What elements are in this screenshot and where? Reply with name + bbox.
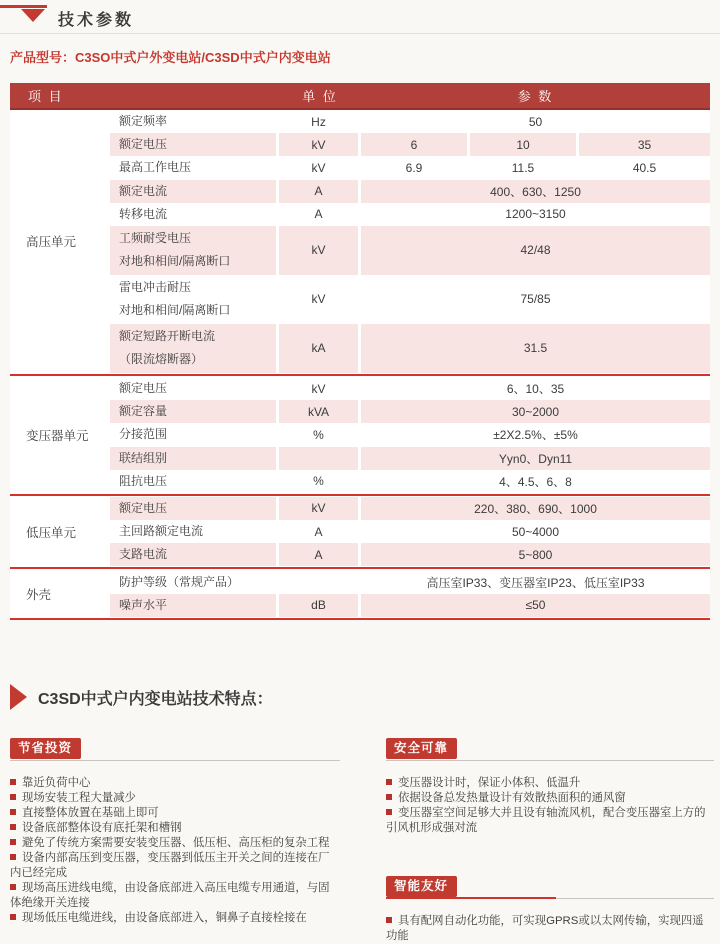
feature-list [386, 776, 714, 836]
table-row [110, 156, 710, 179]
arrow-right-icon [10, 684, 27, 710]
features-section-title: C3SD中式户内变电站技术特点： [38, 690, 273, 708]
item-cell [110, 447, 276, 470]
item-cell [110, 203, 276, 226]
param-value: 31.5 [361, 324, 710, 373]
item-cell [110, 226, 276, 275]
unit-cell: % [313, 474, 324, 489]
features-title-row [10, 684, 273, 710]
item-label: 额定短路开断电流 [119, 329, 216, 344]
bullet-square-icon [10, 809, 16, 815]
param-value: 5~800 [361, 543, 710, 566]
feature-text: 设备内部高压到变压器，变压器到低压主开关之间的连接在厂内已经完成 [10, 852, 330, 879]
feature-text: 现场高压进线电缆，由设备底部进入高压电缆专用通道，与固体绝缘开关连接 [10, 882, 330, 909]
item-label: 分接范围 [119, 427, 168, 442]
param-value: 220、380、690、1000 [361, 497, 710, 520]
unit-cell: kVA [279, 400, 358, 423]
param-value: 11.5 [511, 160, 535, 175]
item-cell [110, 423, 276, 446]
bullet-square-icon [10, 914, 16, 920]
feature-badge: 节省投资 [10, 738, 81, 759]
feature-badge-row [10, 738, 340, 760]
feature-item [10, 821, 340, 836]
group-rows [110, 497, 710, 567]
item-cell [110, 497, 276, 520]
item-cell [110, 470, 276, 493]
feature-badge-row [386, 738, 714, 760]
table-group [10, 497, 710, 567]
item-label: 工频耐受电压 [119, 231, 192, 246]
table-row [110, 497, 710, 520]
table-row [110, 324, 710, 373]
group-rows [110, 377, 710, 493]
item-label: 额定电压 [119, 137, 168, 152]
item-label: 额定频率 [119, 114, 168, 129]
feature-text: 避免了传统方案需要安装变压器、低压柜、高压柜的复杂工程 [22, 837, 330, 849]
features-column-left [10, 738, 340, 926]
param-value: ±2X2.5%、±5% [493, 428, 578, 443]
column-header-item: 项 目 [28, 89, 64, 104]
bullet-square-icon [10, 824, 16, 830]
unit-cell: A [314, 524, 323, 539]
feature-text: 现场安装工程大量减少 [22, 792, 136, 804]
item-cell [110, 156, 276, 179]
item-label: 对地和相间/隔离断口 [119, 254, 231, 269]
unit-cell: kV [311, 381, 326, 396]
badge-underline [386, 760, 714, 761]
unit-cell: kV [279, 497, 358, 520]
bullet-square-icon [386, 779, 392, 785]
feature-item [10, 791, 340, 806]
product-model-line: 产品型号：C3SO中式户外变电站/C3SD中式户内变电站 [10, 50, 331, 65]
item-cell [110, 543, 276, 566]
table-row [110, 377, 710, 400]
feature-text: 依据设备总发热量设计有效散热面积的通风窗 [398, 792, 626, 804]
group-label: 外壳 [26, 587, 52, 602]
feature-item [10, 776, 340, 791]
feature-badge: 安全可靠 [386, 738, 457, 759]
table-divider [10, 494, 710, 496]
group-rows [110, 570, 710, 616]
feature-list [386, 914, 714, 944]
item-label: 对地和相间/隔离断口 [119, 303, 231, 318]
item-cell [110, 570, 276, 593]
feature-text: 靠近负荷中心 [22, 777, 91, 789]
badge-underline-accent [386, 897, 556, 899]
group-label: 低压单元 [26, 525, 77, 540]
feature-text: 变压器设计时，保证小体积、低温升 [398, 777, 581, 789]
feature-item [10, 851, 340, 881]
feature-section [386, 738, 714, 836]
table-row [110, 133, 710, 156]
param-value: Yyn0、Dyn11 [361, 447, 710, 470]
bullet-square-icon [386, 917, 392, 923]
table-row [110, 570, 710, 593]
item-label: 主回路额定电流 [119, 524, 204, 539]
table-divider [10, 567, 710, 569]
feature-text: 变压器室空间足够大并且设有轴流风机，配合变压器室上方的引风机形成强对流 [386, 807, 706, 834]
param-value: 400、630、1250 [361, 180, 710, 203]
unit-cell: A [314, 207, 323, 222]
bullet-square-icon [10, 779, 16, 785]
bullet-square-icon [10, 794, 16, 800]
item-label: 额定电压 [119, 381, 168, 396]
section-marker-rule [0, 5, 47, 8]
table-group [10, 377, 710, 493]
param-value: 1200~3150 [505, 207, 566, 222]
bullet-square-icon [386, 809, 392, 815]
item-label: 最高工作电压 [119, 160, 192, 175]
feature-item [386, 806, 714, 836]
item-label: 额定电压 [119, 500, 168, 515]
item-label: 阻抗电压 [119, 473, 168, 488]
param-subcells [361, 133, 710, 156]
param-value: 50 [528, 114, 543, 129]
item-cell [110, 324, 276, 373]
param-value: 40.5 [632, 160, 657, 175]
feature-item [386, 776, 714, 791]
feature-item [10, 911, 340, 926]
unit-cell: Hz [311, 114, 326, 129]
table-row [110, 447, 710, 470]
table-row [110, 110, 710, 133]
item-label: 联结组别 [119, 450, 168, 465]
param-value: 6、10、35 [506, 382, 565, 397]
item-label: 转移电流 [119, 206, 168, 221]
group-label: 变压器单元 [26, 428, 89, 443]
feature-item [10, 881, 340, 911]
unit-cell: kV [279, 226, 358, 275]
column-header-param: 参 数 [517, 89, 554, 104]
item-cell [110, 275, 276, 324]
param-value: 6 [361, 133, 467, 156]
unit-cell: kV [311, 292, 326, 307]
bullet-square-icon [10, 854, 16, 860]
badge-underline [386, 898, 714, 899]
item-label: 雷电冲击耐压 [119, 280, 192, 295]
param-value: 高压室IP33、变压器室IP23、低压室IP33 [426, 575, 645, 590]
param-value: 6.9 [405, 160, 423, 175]
unit-cell: A [279, 180, 358, 203]
table-row [110, 203, 710, 226]
feature-text: 直接整体放置在基础上即可 [22, 807, 159, 819]
feature-text: 现场低压电缆进线，由设备底部进入，铜鼻子直接栓接在 [22, 912, 307, 924]
feature-text: 具有配网自动化功能，可实现GPRS或以太网传输，实现四遥功能 [386, 915, 704, 942]
table-row [110, 470, 710, 493]
unit-cell: kV [311, 160, 326, 175]
parameters-table [10, 83, 710, 620]
param-value: 30~2000 [361, 400, 710, 423]
table-row [110, 180, 710, 203]
param-value: 10 [470, 133, 576, 156]
table-divider [10, 374, 710, 376]
triangle-down-icon [21, 9, 45, 22]
item-label: 额定容量 [119, 404, 168, 419]
item-cell [110, 400, 276, 423]
param-value: 50~4000 [511, 524, 560, 539]
param-value: 42/48 [361, 226, 710, 275]
unit-cell: A [279, 543, 358, 566]
table-header [10, 83, 710, 110]
feature-item [386, 914, 714, 944]
bullet-square-icon [386, 794, 392, 800]
page-title: 技术参数 [58, 12, 135, 29]
table-row [110, 543, 710, 566]
item-label: 支路电流 [119, 547, 168, 562]
title-divider [0, 33, 720, 34]
item-label: 额定电流 [119, 183, 168, 198]
feature-badge: 智能友好 [386, 876, 457, 897]
unit-cell: % [313, 427, 324, 442]
group-label: 高压单元 [26, 235, 77, 250]
features-column-right [386, 738, 714, 944]
table-row [110, 520, 710, 543]
feature-badge-row [386, 876, 714, 898]
unit-cell [279, 570, 358, 593]
feature-item [10, 806, 340, 821]
bullet-square-icon [10, 839, 16, 845]
param-subcells [361, 156, 710, 179]
bullet-square-icon [10, 884, 16, 890]
param-value: 4、4.5、6、8 [499, 474, 572, 489]
table-group [10, 570, 710, 616]
feature-text: 设备底部整体设有底托架和槽钢 [22, 822, 182, 834]
item-cell [110, 110, 276, 133]
table-row [110, 226, 710, 275]
param-value: ≤50 [361, 594, 710, 617]
table-row [110, 594, 710, 617]
item-cell [110, 594, 276, 617]
table-row [110, 275, 710, 324]
param-value: 75/85 [520, 292, 551, 307]
badge-underline [10, 760, 340, 761]
feature-list [10, 776, 340, 926]
item-cell [110, 180, 276, 203]
item-label: 噪声水平 [119, 597, 168, 612]
param-value: 35 [579, 133, 710, 156]
item-label: 防护等级（常规产品） [119, 574, 240, 589]
column-header-unit: 单 位 [302, 89, 338, 104]
feature-item [10, 836, 340, 851]
feature-section [10, 738, 340, 926]
unit-cell: kV [279, 133, 358, 156]
unit-cell: kA [279, 324, 358, 373]
item-label: （限流熔断器） [119, 352, 204, 367]
feature-section [386, 876, 714, 944]
item-cell [110, 520, 276, 543]
group-rows [110, 110, 710, 373]
table-row [110, 400, 710, 423]
item-cell [110, 377, 276, 400]
item-cell [110, 133, 276, 156]
unit-cell [279, 447, 358, 470]
feature-item [386, 791, 714, 806]
table-divider [10, 618, 710, 620]
unit-cell: dB [279, 594, 358, 617]
table-row [110, 423, 710, 446]
table-group [10, 110, 710, 373]
